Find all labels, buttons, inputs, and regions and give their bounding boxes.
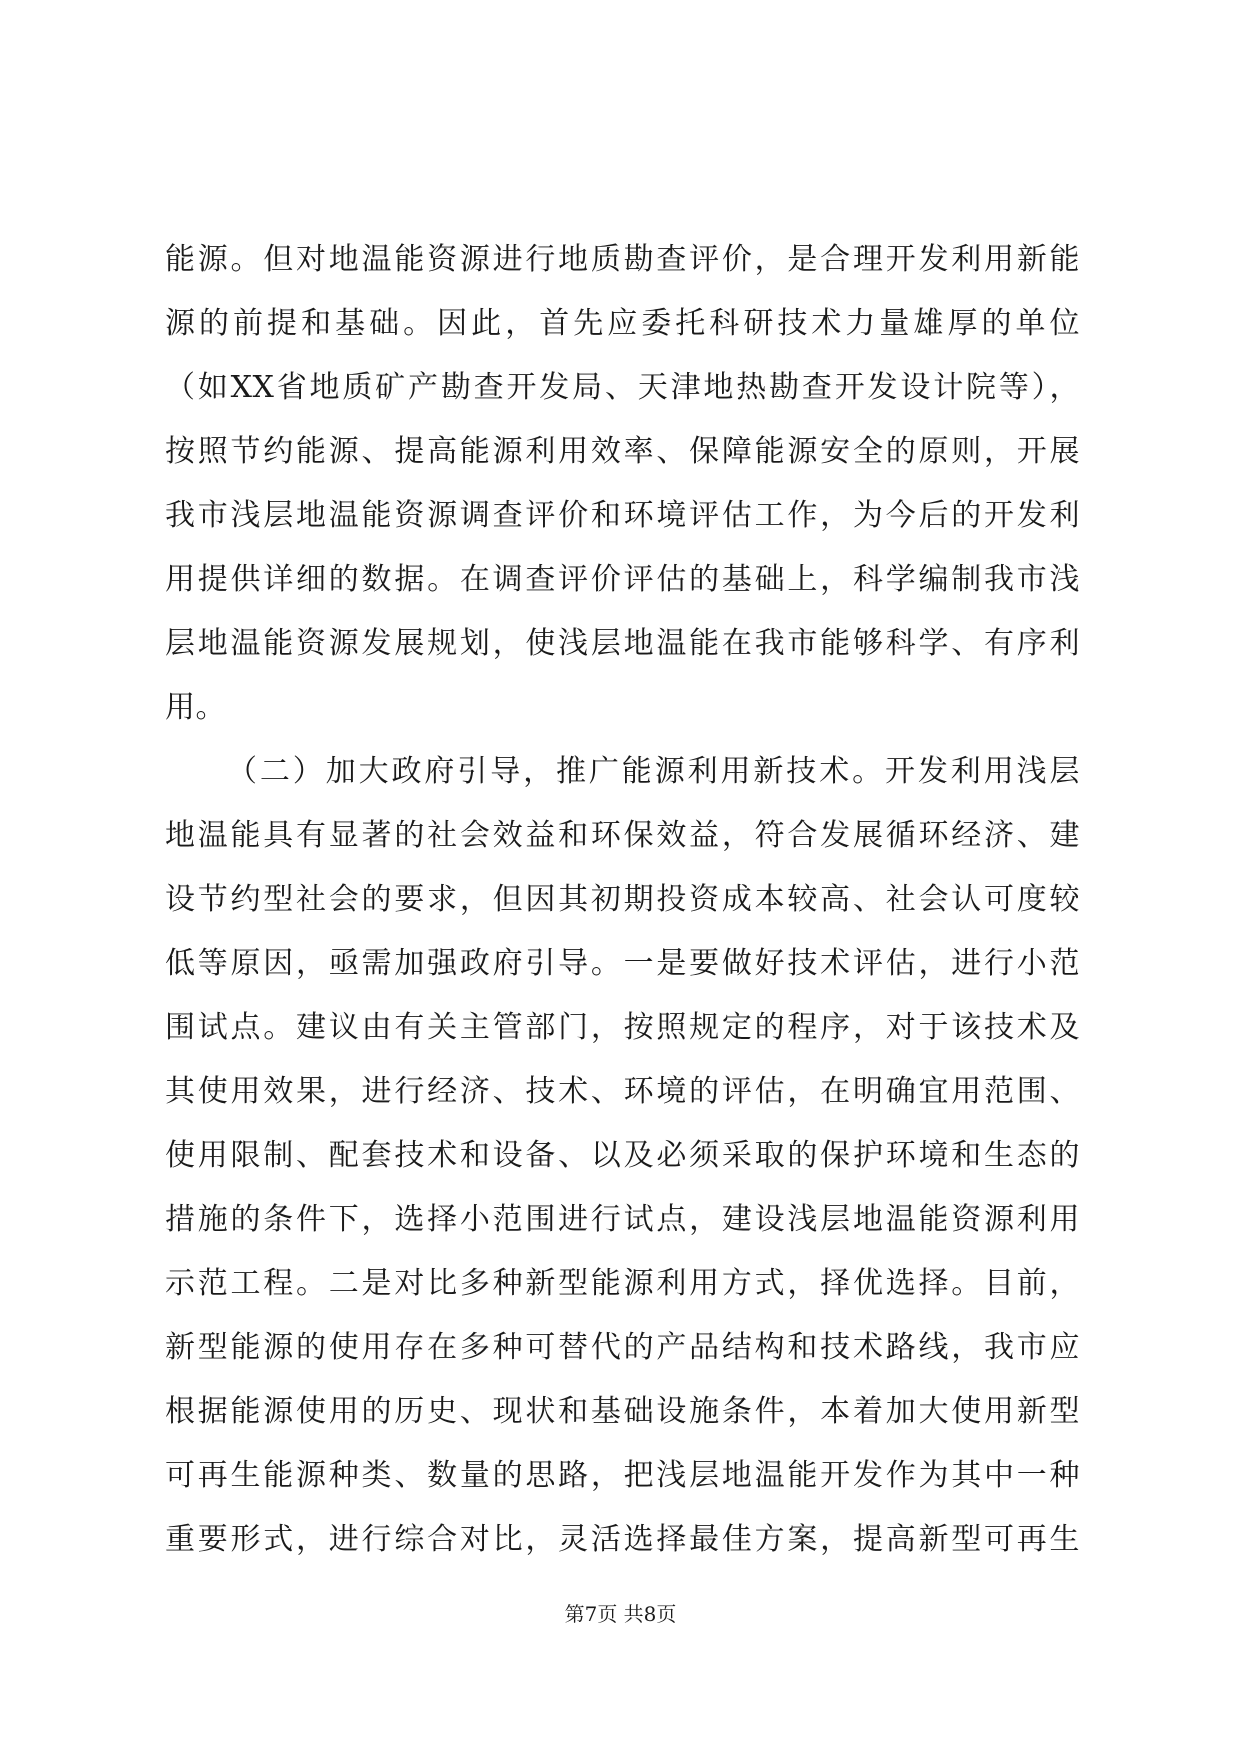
text-line: 低等原因，亟需加强政府引导。一是要做好技术评估，进行小范 bbox=[165, 946, 1080, 981]
text-line: 设节约型社会的要求，但因其初期投资成本较高、社会认可度较 bbox=[165, 882, 1080, 917]
document-body bbox=[165, 228, 1080, 1572]
text-line: 地温能具有显著的社会效益和环保效益，符合发展循环经济、建 bbox=[165, 818, 1080, 853]
text-line: 新型能源的使用存在多种可替代的产品结构和技术路线，我市应 bbox=[165, 1330, 1080, 1365]
text-line: 围试点。建议由有关主管部门，按照规定的程序，对于该技术及 bbox=[165, 1010, 1080, 1045]
text-line: 重要形式，进行综合对比，灵活选择最佳方案，提高新型可再生 bbox=[165, 1522, 1080, 1557]
text-line: 我市浅层地温能资源调查评价和环境评估工作，为今后的开发利 bbox=[165, 498, 1080, 533]
text-line: 用提供详细的数据。在调查评价评估的基础上，科学编制我市浅 bbox=[165, 562, 1080, 597]
text-line: 根据能源使用的历史、现状和基础设施条件，本着加大使用新型 bbox=[165, 1394, 1080, 1429]
text-line: （如XX省地质矿产勘查开发局、天津地热勘查开发设计院等）， bbox=[165, 370, 1080, 405]
page-number-footer: 第7页 共8页 bbox=[564, 1602, 677, 1626]
text-line: 用。 bbox=[165, 690, 226, 725]
text-line: 使用限制、配套技术和设备、以及必须采取的保护环境和生态的 bbox=[165, 1138, 1080, 1173]
section-heading-line: （二）加大政府引导，推广能源利用新技术。开发利用浅层 bbox=[227, 754, 1080, 789]
text-line: 可再生能源种类、数量的思路，把浅层地温能开发作为其中一种 bbox=[165, 1458, 1080, 1493]
text-line: 层地温能资源发展规划，使浅层地温能在我市能够科学、有序利 bbox=[165, 626, 1080, 661]
text-line: 示范工程。二是对比多种新型能源利用方式，择优选择。目前， bbox=[165, 1266, 1080, 1301]
text-line: 按照节约能源、提高能源利用效率、保障能源安全的原则，开展 bbox=[165, 434, 1080, 469]
text-line: 源的前提和基础。因此，首先应委托科研技术力量雄厚的单位 bbox=[165, 306, 1080, 341]
text-line: 措施的条件下，选择小范围进行试点，建设浅层地温能资源利用 bbox=[165, 1202, 1080, 1237]
text-line: 能源。但对地温能资源进行地质勘查评价，是合理开发利用新能 bbox=[165, 242, 1080, 277]
text-line: 其使用效果，进行经济、技术、环境的评估，在明确宜用范围、 bbox=[165, 1074, 1080, 1109]
